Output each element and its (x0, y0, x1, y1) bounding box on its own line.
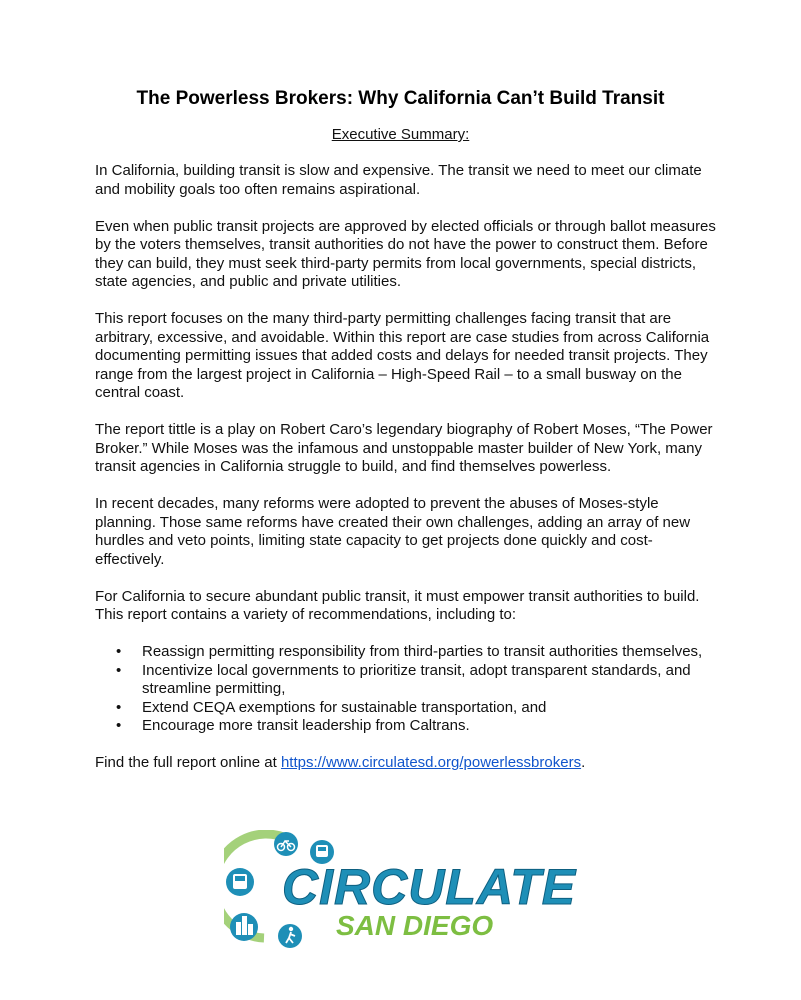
paragraph-title-origin: The report tittle is a play on Robert Caro’s legendary biography of Robert Moses, “The Power Broker.” While Moses was the infamous and unstoppable master builder of New York, many transit agencies in California struggle to build, and find themselves powerless. (95, 421, 713, 475)
paragraph-intro: In California, building transit is slow and expensive. The transit we need to meet our climate and mobility goals too often remains aspirational. (95, 162, 702, 198)
list-item: • Extend CEQA exemptions for sustainable transportation, and (142, 699, 720, 718)
report-link[interactable]: https://www.circulatesd.org/powerlessbrokers (280, 754, 582, 771)
footer-suffix: . (581, 754, 586, 771)
document-title: The Powerless Brokers: Why California Can’t Build Transit (136, 88, 665, 109)
circulate-san-diego-logo (224, 830, 584, 950)
recommendations-list (95, 643, 720, 736)
list-item: • Incentivize local governments to prioritize transit, adopt transparent standards, and streamline permitting, (142, 662, 720, 699)
paragraph-reforms: In recent decades, many reforms were adopted to prevent the abuses of Moses-style planning. Those same reforms have created their own challenges, adding an array of new hurdles and veto points, limiting state capacity to get projects done quickly and cost-effectively. (95, 495, 691, 568)
paragraph-report-focus: This report focuses on the many third-party permitting challenges facing transit that are arbitrary, excessive, and avoidable. Within this report are case studies from across California documenting permitting issues that added costs and delays for needed transit projects. They range from the largest project in California – High-Speed Rail – to a small busway on the central coast. (95, 310, 710, 401)
paragraph-recommendations-intro: For California to secure abundant public transit, it must empower transit authorities to build. This report contains a variety of recommendations, including to: (95, 587, 700, 623)
list-item: • Encourage more transit leadership from Caltrans. (142, 717, 720, 736)
bus-icon (226, 868, 254, 896)
executive-summary-heading: Executive Summary: (331, 126, 470, 143)
footer-prefix: Find the full report online at (95, 754, 281, 771)
footer-line (95, 754, 720, 773)
bicycle-icon (274, 832, 298, 856)
logo-sub-text: SAN DIEGO (336, 910, 494, 941)
buildings-icon (230, 913, 258, 941)
paragraph-approval: Even when public transit projects are approved by elected officials or through ballot measures by the voters themselves, transit authorities do not have the power to construct them. Before they can build, they must seek third-party permits from local governments, special districts, state agencies, and public and private utilities. (95, 217, 716, 290)
document-body (95, 162, 720, 791)
logo-main-text: CIRCULATE (282, 859, 577, 915)
pedestrian-icon (278, 924, 302, 948)
list-item: • Reassign permitting responsibility from third-parties to transit authorities themselves, (142, 643, 720, 662)
